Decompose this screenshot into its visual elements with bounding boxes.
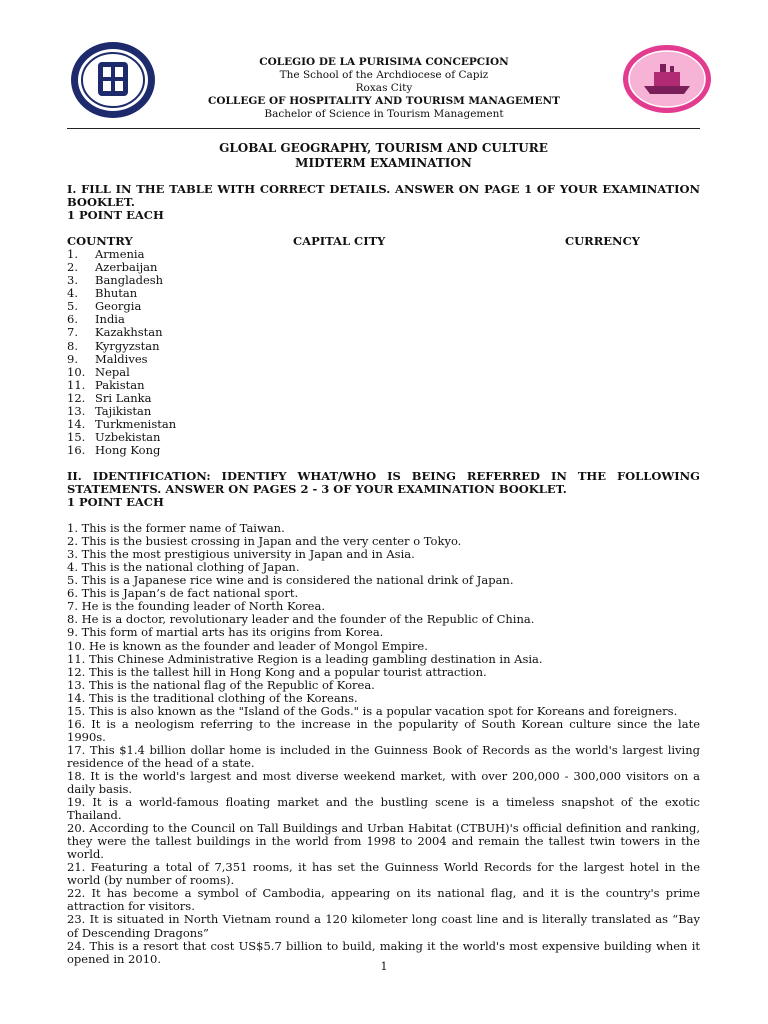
country-name: Azerbaijan — [95, 260, 158, 275]
header-divider — [67, 128, 700, 129]
country-number: 4. — [67, 286, 78, 301]
column-currency: CURRENCY — [565, 234, 640, 249]
country-number: 6. — [67, 312, 78, 327]
country-name: Turkmenistan — [95, 416, 177, 431]
country-number: 16. — [67, 442, 86, 457]
country-name: Armenia — [95, 247, 145, 262]
country-name: Kyrgyzstan — [95, 338, 160, 353]
question-item: 6. This is Japan’s de fact national sport. — [67, 586, 299, 601]
country-name: Nepal — [95, 364, 130, 379]
country-number: 5. — [67, 299, 78, 314]
list-item — [67, 392, 700, 405]
country-name: Kazakhstan — [95, 325, 163, 340]
list-item — [67, 287, 700, 300]
question-item: 22. It has become a symbol of Cambodia, appearing on its national flag, and it is the country's prime attraction for visitors. — [67, 886, 700, 914]
section2-points: 1 POINT EACH — [67, 495, 164, 510]
question-item: 1. This is the former name of Taiwan. — [67, 521, 285, 536]
question-item: 7. He is the founding leader of North Korea. — [67, 599, 325, 614]
question-item: 18. It is the world's largest and most diverse weekend market, with over 200,000 - 300,000 visitors on a daily basis. — [67, 768, 700, 797]
question-item: 10. He is known as the founder and leader of Mongol Empire. — [67, 638, 428, 653]
exam-title-block — [67, 141, 700, 171]
country-name: Sri Lanka — [95, 390, 152, 405]
list-item — [67, 418, 700, 431]
country-name: Maldives — [95, 351, 148, 366]
list-item — [67, 274, 700, 287]
list-item — [67, 326, 700, 339]
country-list — [67, 248, 700, 457]
question-item: 12. This is the tallest hill in Hong Kong and a popular tourist attraction. — [67, 664, 487, 679]
list-item — [67, 353, 700, 366]
exam-subtitle: MIDTERM EXAMINATION — [295, 156, 472, 170]
list-item — [67, 340, 700, 353]
question-item: 9. This form of martial arts has its origins from Korea. — [67, 625, 384, 640]
question-item: 14. This is the traditional clothing of the Koreans. — [67, 690, 358, 705]
list-item — [67, 405, 700, 418]
column-capital-city: CAPITAL CITY — [293, 234, 386, 249]
country-name: India — [95, 312, 125, 327]
column-country: COUNTRY — [67, 234, 133, 249]
question-item: 13. This is the national flag of the Republic of Korea. — [67, 677, 375, 692]
program-name: Bachelor of Science in Tourism Management — [264, 108, 504, 120]
country-name: Pakistan — [95, 377, 145, 392]
country-name: Georgia — [95, 299, 142, 314]
country-name: Tajikistan — [95, 403, 152, 418]
school-city: Roxas City — [355, 82, 413, 94]
country-number: 8. — [67, 338, 78, 353]
list-item — [67, 248, 700, 261]
country-number: 2. — [67, 260, 78, 275]
table-header — [67, 235, 700, 248]
country-name: Bangladesh — [95, 273, 164, 288]
question-item: 8. He is a doctor, revolutionary leader and the founder of the Republic of China. — [67, 612, 535, 627]
question-item: 20. According to the Council on Tall Buildings and Urban Habitat (CTBUH)'s official definition and ranking, they were the tallest buildings in the world from 1998 to 2004 and remain the tallest twin towers in the world. — [67, 821, 700, 862]
section1-points: 1 POINT EACH — [67, 208, 164, 223]
letterhead — [160, 56, 608, 121]
section2-instruction: II. IDENTIFICATION: IDENTIFY WHAT/WHO IS BEING REFERRED IN THE FOLLOWING STATEMENTS. ANSWER ON PAGES 2 - 3 OF YOUR EXAMINATION BOOKLET. — [67, 468, 700, 496]
country-number: 9. — [67, 351, 78, 366]
list-item — [67, 300, 700, 313]
question-item: 5. This is a Japanese rice wine and is considered the national drink of Japan. — [67, 573, 514, 588]
question-item: 17. This $1.4 billion dollar home is included in the Guinness Book of Records as the world's largest living residence of the head of a state. — [67, 742, 700, 770]
list-item — [67, 431, 700, 444]
country-number: 13. — [67, 403, 86, 418]
question-list — [67, 522, 700, 966]
country-name: Uzbekistan — [95, 429, 161, 444]
country-number: 1. — [67, 247, 78, 262]
country-number: 11. — [67, 377, 86, 392]
question-item: 19. It is a world-famous floating market and the bustling scene is a timeless snapshot of the exotic Thailand. — [67, 795, 700, 823]
question-item: 11. This Chinese Administrative Region is a leading gambling destination in Asia. — [67, 651, 543, 666]
page-number: 1 — [380, 960, 388, 973]
question-item: 24. This is a resort that cost US$5.7 billion to build, making it the world's most expensive building when it opened in 2010. — [67, 938, 700, 966]
country-name: Hong Kong — [95, 442, 161, 457]
question-item: 15. This is also known as the "Island of the Gods." is a popular vacation spot for Koreans and foreigners. — [67, 703, 678, 718]
college-logo — [622, 44, 712, 114]
exam-content — [67, 183, 700, 966]
question-item: 3. This the most prestigious university in Japan and in Asia. — [67, 547, 415, 562]
country-name: Bhutan — [95, 286, 138, 301]
question-item: 16. It is a neologism referring to the increase in the popularity of South Korean culture since the late 1990s. — [67, 716, 700, 744]
question-item: 21. Featuring a total of 7,351 rooms, it has set the Guinness World Records for the largest hotel in the world (by number of rooms). — [67, 860, 700, 888]
section1-instruction: I. FILL IN THE TABLE WITH CORRECT DETAILS. ANSWER ON PAGE 1 OF YOUR EXAMINATION BOOKLET. — [67, 182, 700, 210]
country-number: 14. — [67, 416, 86, 431]
list-item — [67, 366, 700, 379]
question-item: 2. This is the busiest crossing in Japan and the very center o Tokyo. — [67, 534, 462, 549]
school-seal-logo — [70, 40, 156, 120]
school-name: COLEGIO DE LA PURISIMA CONCEPCION — [259, 56, 509, 68]
question-item: 4. This is the national clothing of Japan. — [67, 560, 300, 575]
country-number: 12. — [67, 390, 86, 405]
country-number: 7. — [67, 325, 78, 340]
question-item: 23. It is situated in North Vietnam round a 120 kilometer long coast line and is literally translated as “Bay of Descending Dragons” — [67, 912, 700, 940]
country-number: 3. — [67, 273, 78, 288]
exam-title: GLOBAL GEOGRAPHY, TOURISM AND CULTURE — [219, 141, 548, 155]
college-name: COLLEGE OF HOSPITALITY AND TOURISM MANAGEMENT — [208, 95, 560, 107]
country-number: 15. — [67, 429, 86, 444]
school-subtitle: The School of the Archdiocese of Capiz — [279, 69, 489, 81]
list-item — [67, 379, 700, 392]
country-number: 10. — [67, 364, 86, 379]
list-item — [67, 444, 700, 457]
